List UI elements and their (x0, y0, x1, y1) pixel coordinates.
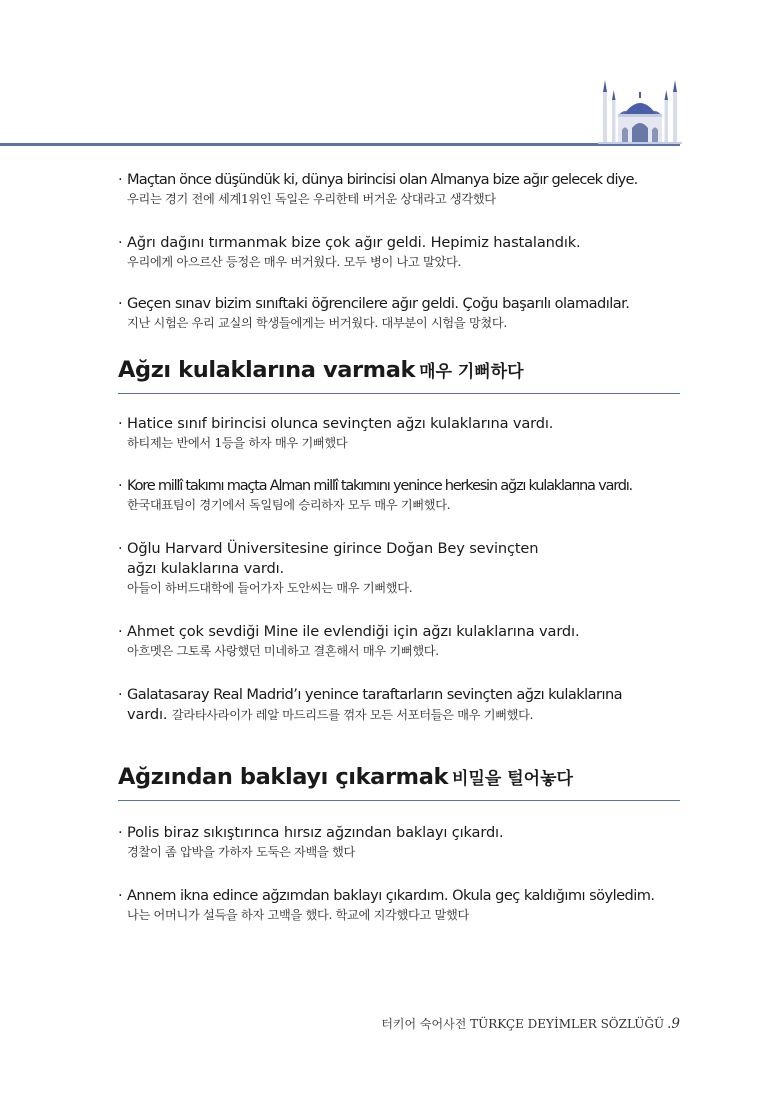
example-entry (118, 294, 680, 332)
example-turkish-cont: ağzı kulaklarına vardı. (127, 560, 284, 577)
example-korean: 갈라타사라이가 레알 마드리드를 꺾자 모든 서포터들은 매우 기뻐했다. (171, 708, 534, 722)
idiom-turkish: Ağzı kulaklarına varmak (118, 357, 416, 383)
idiom-heading (118, 357, 680, 394)
example-entry (118, 233, 680, 271)
example-entry (118, 414, 680, 452)
bullet-dot: · (118, 171, 122, 188)
example-entry (118, 476, 680, 514)
example-korean: 우리는 경기 전에 세계1위인 독일은 우리한테 버거운 상대라고 생각했다 (127, 192, 496, 206)
example-entry (118, 823, 680, 861)
bullet-dot: · (118, 295, 123, 312)
example-turkish: Annem ikna edince ağzımdan baklayı çıkardım. Okula geç kaldığımı söyledim. (127, 887, 655, 904)
example-korean: 아들이 하버드대학에 들어가자 도안씨는 매우 기뻐했다. (127, 581, 413, 595)
idiom-heading (118, 764, 680, 801)
header-rule (0, 143, 680, 146)
example-korean: 아흐멧은 그토록 사랑했던 미네하고 결혼해서 매우 기뻐했다. (127, 644, 439, 658)
bullet-dot: · (118, 477, 122, 494)
example-turkish: Galatasaray Real Madrid’ı yenince taraftarların sevinçten ağzı kulaklarına (127, 686, 623, 703)
example-turkish-cont: vardı. (127, 706, 168, 723)
example-entry (118, 685, 680, 725)
example-turkish: Geçen sınav bizim sınıftaki öğrencilere ağır geldi. Çoğu başarılı olamadılar. (127, 295, 630, 312)
example-turkish: Polis biraz sıkıştırınca hırsız ağzından baklayı çıkardı. (127, 824, 504, 841)
example-turkish: Ağrı dağını tırmanmak bize çok ağır geldi. Hepimiz hastalandık. (127, 234, 581, 251)
example-korean: 하티제는 반에서 1등을 하자 매우 기뻐했다 (127, 436, 348, 450)
book-title: 터키어 숙어사전 TÜRKÇE DEYİMLER SÖZLÜĞÜ (381, 1017, 665, 1031)
bullet-dot: · (118, 824, 123, 841)
example-turkish: Hatice sınıf birincisi olunca sevinçten ağzı kulaklarına vardı. (127, 415, 554, 432)
bullet-dot: · (118, 686, 123, 703)
example-entry (118, 170, 680, 208)
page-number: .9 (667, 1016, 680, 1032)
bullet-dot: · (118, 540, 123, 557)
example-korean: 한국대표팀이 경기에서 독일팀에 승리하자 모두 매우 기뻐했다. (127, 498, 451, 512)
idiom-korean: 비밀을 털어놓다 (452, 769, 573, 789)
bullet-dot: · (118, 234, 123, 251)
mosque-icon (598, 78, 682, 144)
example-entry (118, 886, 680, 924)
idiom-korean: 매우 기뻐하다 (419, 362, 524, 382)
example-turkish: Oğlu Harvard Üniversitesine girince Doğan Bey sevinçten (127, 540, 539, 557)
example-turkish: Kore millî takımı maçta Alman millî takımını yenince herkesin ağzı kulaklarına vardı. (127, 477, 632, 494)
example-korean: 지난 시험은 우리 교실의 학생들에게는 버거웠다. 대부분이 시험을 망쳤다. (127, 316, 507, 330)
example-korean: 우리에게 아으르산 등정은 매우 버거웠다. 모두 병이 나고 말았다. (127, 255, 462, 269)
idiom-turkish: Ağzından baklayı çıkarmak (118, 764, 449, 790)
example-korean: 나는 어머니가 설득을 하자 고백을 했다. 학교에 지각했다고 말했다 (127, 908, 469, 922)
example-korean: 경찰이 좀 압박을 가하자 도둑은 자백을 했다 (127, 845, 355, 859)
example-entry (118, 622, 680, 660)
example-turkish: Maçtan önce düşündük ki, dünya birincisi olan Almanya bize ağır gelecek diye. (127, 171, 638, 188)
example-turkish: Ahmet çok sevdiği Mine ile evlendiği için ağzı kulaklarına vardı. (127, 623, 580, 640)
example-entry (118, 539, 680, 597)
bullet-dot: · (118, 623, 123, 640)
bullet-dot: · (118, 887, 123, 904)
page-footer (381, 1015, 680, 1032)
bullet-dot: · (118, 415, 123, 432)
